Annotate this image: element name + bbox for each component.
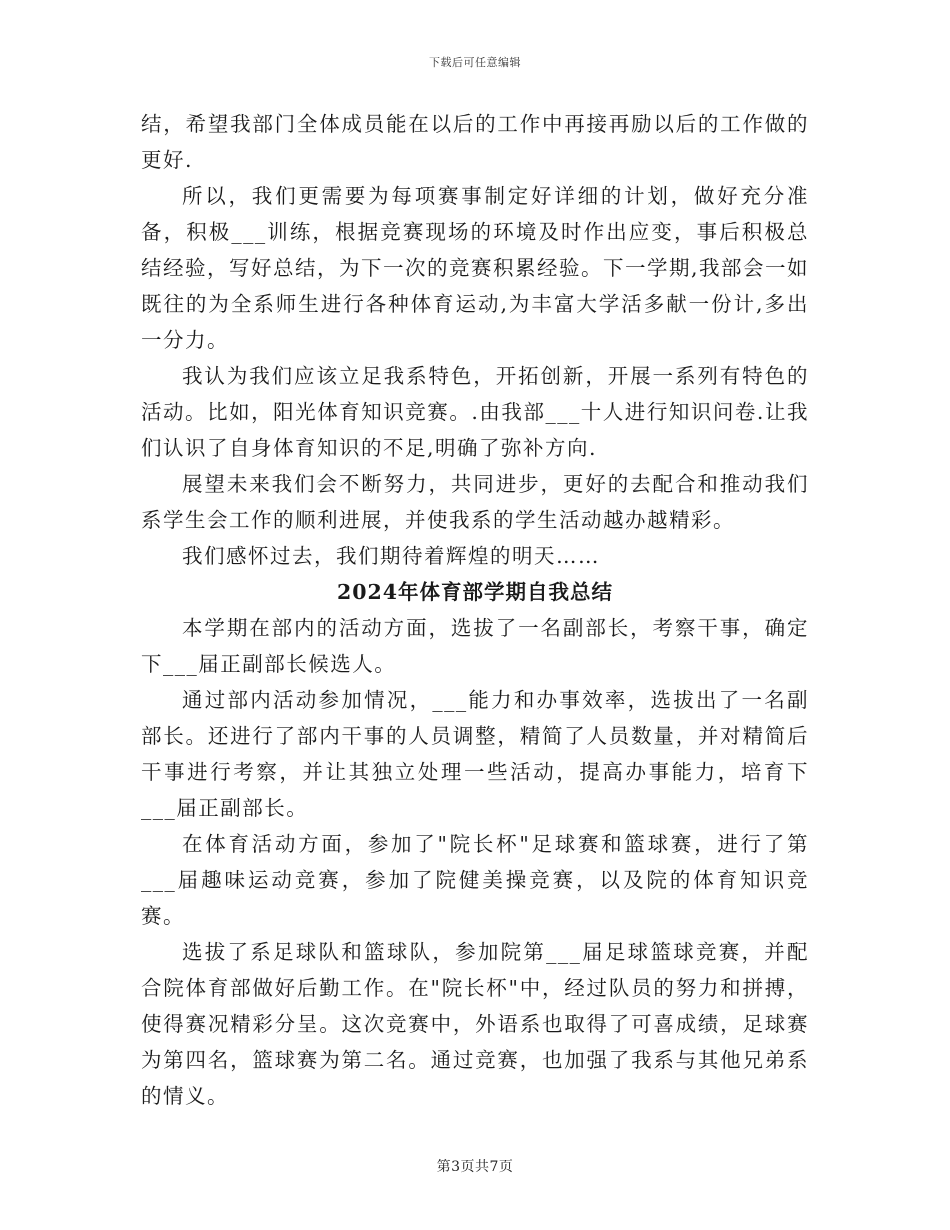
paragraph: 我认为我们应该立足我系特色，开拓创新，开展一系列有特色的活动。比如，阳光体育知识竞赛。.由我部___十人进行知识问卷.让我们认识了自身体育知识的不足,明确了弥补方向. — [141, 364, 809, 460]
paragraph: 选拔了系足球队和篮球队，参加院第___届足球篮球竞赛，并配合院体育部做好后勤工作。在"院长杯"中，经过队员的努力和拼搏，使得赛况精彩分呈。这次竞赛中，外语系也取得了可喜成绩，足球赛为第四名，篮球赛为第二名。通过竞赛，也加强了我系与其他兄弟系的情义。 — [141, 940, 809, 1108]
paragraph: 所以，我们更需要为每项赛事制定好详细的计划，做好充分准备，积极___训练，根据竞赛现场的环境及时作出应变，事后积极总结经验，写好总结，为下一次的竞赛积累经验。下一学期,我部会一如既往的为全系师生进行各种体育运动,为丰富大学活多献一份计,多出一分力。 — [141, 184, 810, 352]
section-title: 2024年体育部学期自我总结 — [336, 580, 614, 604]
document-body — [141, 106, 809, 1114]
page-header: 下载后可任意编辑 — [429, 56, 521, 69]
paragraph: 我们感怀过去，我们期待着辉煌的明天…… — [182, 544, 600, 568]
paragraph: 展望未来我们会不断努力，共同进步，更好的去配合和推动我们系学生会工作的顺利进展，并使我系的学生活动越办越精彩。 — [141, 472, 809, 532]
paragraph: 通过部内活动参加情况，___能力和办事效率，选拔出了一名副部长。还进行了部内干事的人员调整，精简了人员数量，并对精简后干事进行考察，并让其独立处理一些活动，提高办事能力，培育下___届正副部长。 — [141, 688, 809, 820]
paragraph: 在体育活动方面，参加了"院长杯"足球赛和篮球赛，进行了第___届趣味运动竞赛，参加了院健美操竞赛，以及院的体育知识竞赛。 — [141, 832, 809, 928]
page-number: 第3页共7页 — [436, 1159, 514, 1175]
paragraph-continued: 结，希望我部门全体成员能在以后的工作中再接再励以后的工作做的更好. — [141, 112, 809, 172]
paragraph: 本学期在部内的活动方面，选拔了一名副部长，考察干事，确定下___届正副部长候选人。 — [141, 616, 809, 676]
